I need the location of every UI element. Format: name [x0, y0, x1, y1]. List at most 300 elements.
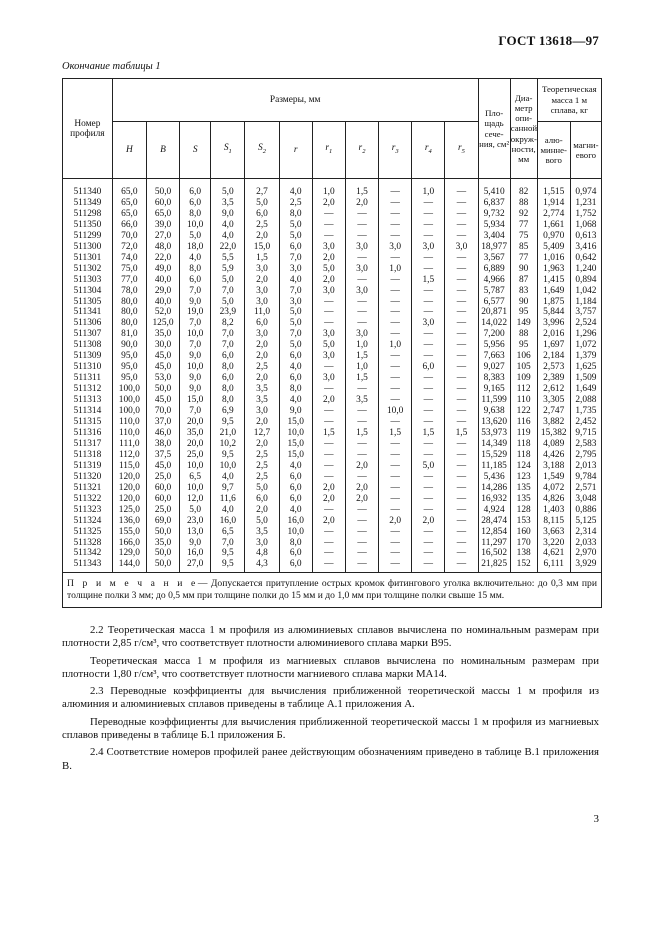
- table-cell: 1,549: [537, 472, 570, 483]
- table-cell: 66,0: [112, 220, 146, 231]
- table-cell: 53,973: [478, 428, 510, 439]
- table-cell: 1,240: [570, 264, 601, 275]
- table-cell: 4,0: [279, 179, 312, 198]
- table-cell: 40,0: [146, 275, 179, 286]
- table-row: [63, 318, 602, 329]
- table-cell: —: [345, 307, 378, 318]
- table-cell: 1,625: [570, 362, 601, 373]
- table-cell: 3,5: [211, 198, 245, 209]
- table-row: [63, 351, 602, 362]
- table-cell: 2,970: [570, 548, 601, 559]
- profile-number-cell: 511315: [63, 417, 113, 428]
- table-cell: 2,0: [245, 231, 279, 242]
- table-cell: 3,757: [570, 307, 601, 318]
- table-cell: —: [445, 264, 478, 275]
- table-cell: 45,0: [146, 362, 179, 373]
- table-cell: —: [445, 253, 478, 264]
- table-cell: 4,3: [245, 559, 279, 572]
- table-cell: 53,0: [146, 373, 179, 384]
- table-cell: 100,0: [112, 395, 146, 406]
- table-cell: 1,072: [570, 340, 601, 351]
- table-cell: 128: [510, 505, 537, 516]
- table-cell: 2,571: [570, 483, 601, 494]
- table-cell: 7,0: [279, 253, 312, 264]
- table-cell: —: [412, 417, 445, 428]
- table-cell: 100,0: [112, 406, 146, 417]
- table-cell: 2,0: [345, 494, 378, 505]
- table-cell: —: [312, 548, 345, 559]
- table-cell: 6,0: [211, 351, 245, 362]
- table-cell: —: [312, 538, 345, 549]
- table-cell: —: [445, 209, 478, 220]
- table-cell: 135: [510, 483, 537, 494]
- table-cell: —: [379, 483, 412, 494]
- table-cell: 1,042: [570, 286, 601, 297]
- table-cell: 23,0: [180, 516, 211, 527]
- table-cell: 2,0: [245, 439, 279, 450]
- table-cell: —: [312, 297, 345, 308]
- table-cell: 3,220: [537, 538, 570, 549]
- table-cell: 4,0: [180, 253, 211, 264]
- table-cell: 7,0: [180, 286, 211, 297]
- table-cell: 48,0: [146, 242, 179, 253]
- table-cell: 21,825: [478, 559, 510, 572]
- table-cell: —: [445, 307, 478, 318]
- table-cell: 15,0: [279, 417, 312, 428]
- table-row: [63, 209, 602, 220]
- table-cell: 69,0: [146, 516, 179, 527]
- table-cell: 7,0: [180, 318, 211, 329]
- table-cell: 75: [510, 231, 537, 242]
- table-row: [63, 395, 602, 406]
- table-cell: 9,784: [570, 472, 601, 483]
- table-cell: 9,5: [211, 417, 245, 428]
- table-cell: 5,0: [412, 461, 445, 472]
- table-cell: —: [412, 406, 445, 417]
- table-cell: 110,0: [112, 428, 146, 439]
- table-cell: 1,649: [537, 286, 570, 297]
- table-cell: 16,932: [478, 494, 510, 505]
- table-cell: 15,0: [245, 242, 279, 253]
- header-area: Пло-щадь сече-ния, см²: [478, 79, 510, 179]
- table-cell: —: [312, 220, 345, 231]
- table-cell: —: [312, 461, 345, 472]
- table-cell: 6,0: [279, 472, 312, 483]
- table-cell: 2,5: [245, 362, 279, 373]
- standard-header: ГОСТ 13618—97: [498, 33, 599, 48]
- table-row: [63, 231, 602, 242]
- table-cell: 81,0: [112, 329, 146, 340]
- profile-number-cell: 511328: [63, 538, 113, 549]
- table-cell: —: [379, 329, 412, 340]
- table-cell: 155,0: [112, 527, 146, 538]
- table-cell: 16,0: [279, 516, 312, 527]
- table-cell: 11,185: [478, 461, 510, 472]
- table-cell: —: [412, 209, 445, 220]
- table-cell: 15,0: [279, 450, 312, 461]
- table-cell: —: [412, 472, 445, 483]
- table-cell: 5,5: [211, 253, 245, 264]
- table-cell: 5,0: [211, 179, 245, 198]
- table-cell: 27,0: [180, 559, 211, 572]
- table-cell: 3,0: [245, 406, 279, 417]
- table-cell: —: [345, 527, 378, 538]
- table-cell: —: [379, 384, 412, 395]
- table-cell: 10,0: [180, 483, 211, 494]
- page-number: 3: [593, 813, 599, 825]
- table-cell: 9,0: [180, 538, 211, 549]
- table-cell: 5,956: [478, 340, 510, 351]
- table-cell: 85: [510, 242, 537, 253]
- table-cell: 6,9: [211, 406, 245, 417]
- table-cell: —: [379, 417, 412, 428]
- table-cell: —: [345, 505, 378, 516]
- table-cell: 3,5: [345, 395, 378, 406]
- table-cell: 4,826: [537, 494, 570, 505]
- table-cell: 152: [510, 559, 537, 572]
- table-cell: 2,0: [345, 198, 378, 209]
- table-cell: 2,0: [245, 505, 279, 516]
- table-cell: 1,5: [379, 428, 412, 439]
- table-cell: 6,0: [279, 483, 312, 494]
- table-cell: 3,188: [537, 461, 570, 472]
- table-cell: 4,8: [245, 548, 279, 559]
- profile-number-cell: 511300: [63, 242, 113, 253]
- table-cell: 1,697: [537, 340, 570, 351]
- table-cell: 10,2: [211, 439, 245, 450]
- table-cell: 6,0: [180, 275, 211, 286]
- table-cell: 88: [510, 329, 537, 340]
- table-cell: 2,5: [279, 198, 312, 209]
- table-cell: 18,977: [478, 242, 510, 253]
- note-text: — Допускается притупление острых кромок фитингового уголка включительно: до 0,3 мм при толщине полки 3 мм; до 0,5 мм при толщине полки до 15 мм и до 1,0 мм при толщине полки свыше 15 мм.: [67, 578, 597, 601]
- table-cell: 3,0: [345, 264, 378, 275]
- table-cell: 80,0: [112, 318, 146, 329]
- table-cell: 109: [510, 373, 537, 384]
- table-cell: 9,165: [478, 384, 510, 395]
- table-cell: 46,0: [146, 428, 179, 439]
- table-cell: 3,0: [245, 286, 279, 297]
- table-cell: 1,184: [570, 297, 601, 308]
- table-cell: 1,5: [345, 373, 378, 384]
- table-cell: —: [312, 231, 345, 242]
- table-cell: 0,974: [570, 179, 601, 198]
- table-cell: 16,0: [180, 548, 211, 559]
- table-cell: 120,0: [112, 494, 146, 505]
- table-cell: 2,0: [312, 275, 345, 286]
- profile-number-cell: 511342: [63, 548, 113, 559]
- table-cell: 153: [510, 516, 537, 527]
- table-row: [63, 559, 602, 572]
- table-cell: 2,0: [245, 275, 279, 286]
- table-cell: 2,0: [312, 494, 345, 505]
- table-cell: —: [445, 559, 478, 572]
- table-row: [63, 362, 602, 373]
- table-cell: 22,0: [146, 253, 179, 264]
- table-cell: 2,5: [245, 461, 279, 472]
- table-cell: 6,5: [211, 527, 245, 538]
- table-cell: 8,0: [211, 362, 245, 373]
- table-cell: 4,0: [211, 231, 245, 242]
- table-cell: —: [445, 538, 478, 549]
- table-cell: 10,0: [279, 428, 312, 439]
- table-cell: 10,0: [211, 461, 245, 472]
- table-cell: —: [312, 439, 345, 450]
- table-cell: 2,0: [412, 516, 445, 527]
- table-cell: 13,620: [478, 417, 510, 428]
- table-cell: 95: [510, 340, 537, 351]
- table-cell: 2,747: [537, 406, 570, 417]
- table-cell: 3,5: [245, 395, 279, 406]
- profile-number-cell: 511308: [63, 340, 113, 351]
- table-cell: —: [345, 318, 378, 329]
- table-cell: 35,0: [146, 538, 179, 549]
- table-cell: 3,5: [245, 384, 279, 395]
- table-cell: 1,379: [570, 351, 601, 362]
- profile-number-cell: 511316: [63, 428, 113, 439]
- table-cell: 3,0: [245, 264, 279, 275]
- table-cell: —: [345, 417, 378, 428]
- table-cell: 8,0: [279, 209, 312, 220]
- table-cell: 7,0: [211, 538, 245, 549]
- table-cell: 7,0: [180, 340, 211, 351]
- table-cell: 15,0: [279, 439, 312, 450]
- table-cell: —: [412, 264, 445, 275]
- profile-number-cell: 511318: [63, 450, 113, 461]
- table-cell: 14,286: [478, 483, 510, 494]
- profile-table-container: [62, 78, 602, 608]
- table-cell: —: [445, 395, 478, 406]
- table-cell: —: [412, 450, 445, 461]
- table-cell: —: [445, 297, 478, 308]
- paragraph-2-4: 2.4 Соответствие номеров профилей ранее действующим обозначениям приведено в таблице В.1 приложения В.: [62, 746, 599, 772]
- table-cell: 1,515: [537, 179, 570, 198]
- table-note: [63, 573, 602, 607]
- table-cell: 3,0: [279, 297, 312, 308]
- table-cell: 120,0: [112, 483, 146, 494]
- table-cell: 65,0: [112, 198, 146, 209]
- table-cell: —: [379, 275, 412, 286]
- table-cell: 106: [510, 351, 537, 362]
- table-cell: 18,0: [180, 242, 211, 253]
- table-cell: 35,0: [180, 428, 211, 439]
- table-cell: 3,0: [445, 242, 478, 253]
- table-cell: 15,0: [180, 395, 211, 406]
- table-cell: 90: [510, 264, 537, 275]
- profile-number-cell: 511340: [63, 179, 113, 198]
- table-cell: —: [312, 505, 345, 516]
- table-cell: 8,383: [478, 373, 510, 384]
- table-cell: 3,0: [245, 329, 279, 340]
- table-cell: —: [412, 527, 445, 538]
- table-cell: 50,0: [146, 384, 179, 395]
- table-cell: 1,914: [537, 198, 570, 209]
- profile-number-cell: 511307: [63, 329, 113, 340]
- table-cell: —: [379, 439, 412, 450]
- table-cell: —: [379, 527, 412, 538]
- table-cell: 2,795: [570, 450, 601, 461]
- profile-number-cell: 511311: [63, 373, 113, 384]
- table-cell: 4,924: [478, 505, 510, 516]
- table-cell: 22,0: [211, 242, 245, 253]
- table-cell: 5,0: [279, 318, 312, 329]
- profile-number-cell: 511305: [63, 297, 113, 308]
- table-cell: 6,0: [279, 559, 312, 572]
- table-cell: 9,7: [211, 483, 245, 494]
- table-cell: —: [379, 179, 412, 198]
- table-cell: 16,0: [211, 516, 245, 527]
- table-cell: 2,524: [570, 318, 601, 329]
- table-cell: 2,013: [570, 461, 601, 472]
- table-cell: 2,0: [312, 516, 345, 527]
- table-cell: 82: [510, 179, 537, 198]
- table-cell: 112,0: [112, 450, 146, 461]
- table-cell: 9,732: [478, 209, 510, 220]
- profile-number-cell: 511298: [63, 209, 113, 220]
- table-row: [63, 483, 602, 494]
- table-cell: 12,0: [180, 494, 211, 505]
- table-cell: 105: [510, 362, 537, 373]
- table-cell: 10,0: [180, 220, 211, 231]
- table-cell: —: [379, 472, 412, 483]
- table-cell: 9,638: [478, 406, 510, 417]
- table-cell: 3,0: [345, 329, 378, 340]
- table-cell: 170: [510, 538, 537, 549]
- table-cell: —: [379, 505, 412, 516]
- table-cell: 4,0: [211, 505, 245, 516]
- table-cell: 116: [510, 417, 537, 428]
- profile-number-cell: 511317: [63, 439, 113, 450]
- table-cell: 3,929: [570, 559, 601, 572]
- table-cell: —: [345, 406, 378, 417]
- table-cell: 70,0: [112, 231, 146, 242]
- table-cell: 5,787: [478, 286, 510, 297]
- table-cell: 1,963: [537, 264, 570, 275]
- table-cell: —: [345, 516, 378, 527]
- table-cell: 1,016: [537, 253, 570, 264]
- table-cell: 6,0: [245, 209, 279, 220]
- table-cell: 5,0: [245, 483, 279, 494]
- table-cell: 5,0: [312, 340, 345, 351]
- table-row: [63, 242, 602, 253]
- table-cell: 3,0: [312, 351, 345, 362]
- table-cell: 2,0: [379, 516, 412, 527]
- table-cell: 4,089: [537, 439, 570, 450]
- table-cell: 122: [510, 406, 537, 417]
- header-dim-r2: $r_2$: [345, 122, 378, 179]
- table-cell: —: [379, 231, 412, 242]
- table-cell: 95,0: [112, 362, 146, 373]
- table-cell: —: [379, 220, 412, 231]
- table-cell: —: [312, 384, 345, 395]
- table-cell: 1,5: [412, 275, 445, 286]
- profile-number-cell: 511306: [63, 318, 113, 329]
- table-cell: 166,0: [112, 538, 146, 549]
- table-cell: 1,0: [412, 179, 445, 198]
- table-cell: 2,0: [312, 198, 345, 209]
- table-cell: 15,382: [537, 428, 570, 439]
- table-cell: 3,0: [312, 286, 345, 297]
- table-cell: —: [345, 439, 378, 450]
- table-row: [63, 340, 602, 351]
- table-cell: —: [379, 538, 412, 549]
- table-cell: 77,0: [112, 275, 146, 286]
- table-cell: 9,0: [180, 297, 211, 308]
- table-cell: 1,415: [537, 275, 570, 286]
- table-cell: 10,0: [180, 329, 211, 340]
- profile-number-cell: 511319: [63, 461, 113, 472]
- table-cell: 95: [510, 307, 537, 318]
- table-cell: —: [412, 373, 445, 384]
- table-cell: —: [445, 179, 478, 198]
- table-cell: 72,0: [112, 242, 146, 253]
- table-cell: 78,0: [112, 286, 146, 297]
- profile-number-cell: 511310: [63, 362, 113, 373]
- table-cell: 6,889: [478, 264, 510, 275]
- table-cell: —: [379, 318, 412, 329]
- profile-number-cell: 511350: [63, 220, 113, 231]
- profile-number-cell: 511313: [63, 395, 113, 406]
- table-cell: 11,599: [478, 395, 510, 406]
- table-cell: 1,5: [412, 428, 445, 439]
- table-cell: 65,0: [112, 209, 146, 220]
- table-cell: 1,296: [570, 329, 601, 340]
- table-cell: 3,404: [478, 231, 510, 242]
- table-cell: 6,0: [279, 494, 312, 505]
- table-cell: —: [345, 231, 378, 242]
- table-cell: —: [345, 538, 378, 549]
- table-cell: —: [379, 395, 412, 406]
- table-cell: 4,0: [211, 472, 245, 483]
- note-label: П р и м е ч а н и е: [67, 578, 198, 590]
- table-cell: 3,882: [537, 417, 570, 428]
- profile-number-cell: 511301: [63, 253, 113, 264]
- table-cell: 2,0: [312, 395, 345, 406]
- table-cell: 0,970: [537, 231, 570, 242]
- table-row: [63, 527, 602, 538]
- table-cell: 5,0: [180, 231, 211, 242]
- header-dim-s2: $S_2$: [245, 122, 279, 179]
- table-cell: 2,5: [245, 220, 279, 231]
- table-cell: 2,5: [245, 450, 279, 461]
- table-row: [63, 286, 602, 297]
- table-cell: 20,0: [180, 439, 211, 450]
- table-cell: 19,0: [180, 307, 211, 318]
- table-cell: 2,573: [537, 362, 570, 373]
- table-cell: 1,5: [445, 428, 478, 439]
- table-cell: 1,5: [345, 428, 378, 439]
- table-cell: 11,6: [211, 494, 245, 505]
- table-cell: 3,305: [537, 395, 570, 406]
- table-cell: —: [412, 297, 445, 308]
- table-row: [63, 472, 602, 483]
- table-cell: 49,0: [146, 264, 179, 275]
- table-cell: 2,0: [312, 253, 345, 264]
- table-cell: 1,5: [345, 179, 378, 198]
- table-cell: —: [412, 384, 445, 395]
- table-cell: 6,111: [537, 559, 570, 572]
- table-row: [63, 179, 602, 198]
- table-cell: 3,0: [345, 286, 378, 297]
- table-cell: 5,0: [245, 198, 279, 209]
- table-cell: 1,0: [345, 340, 378, 351]
- table-cell: 11,0: [245, 307, 279, 318]
- table-cell: 135: [510, 494, 537, 505]
- table-cell: —: [445, 340, 478, 351]
- table-cell: 80,0: [112, 297, 146, 308]
- table-cell: 52,0: [146, 307, 179, 318]
- profile-number-cell: 511304: [63, 286, 113, 297]
